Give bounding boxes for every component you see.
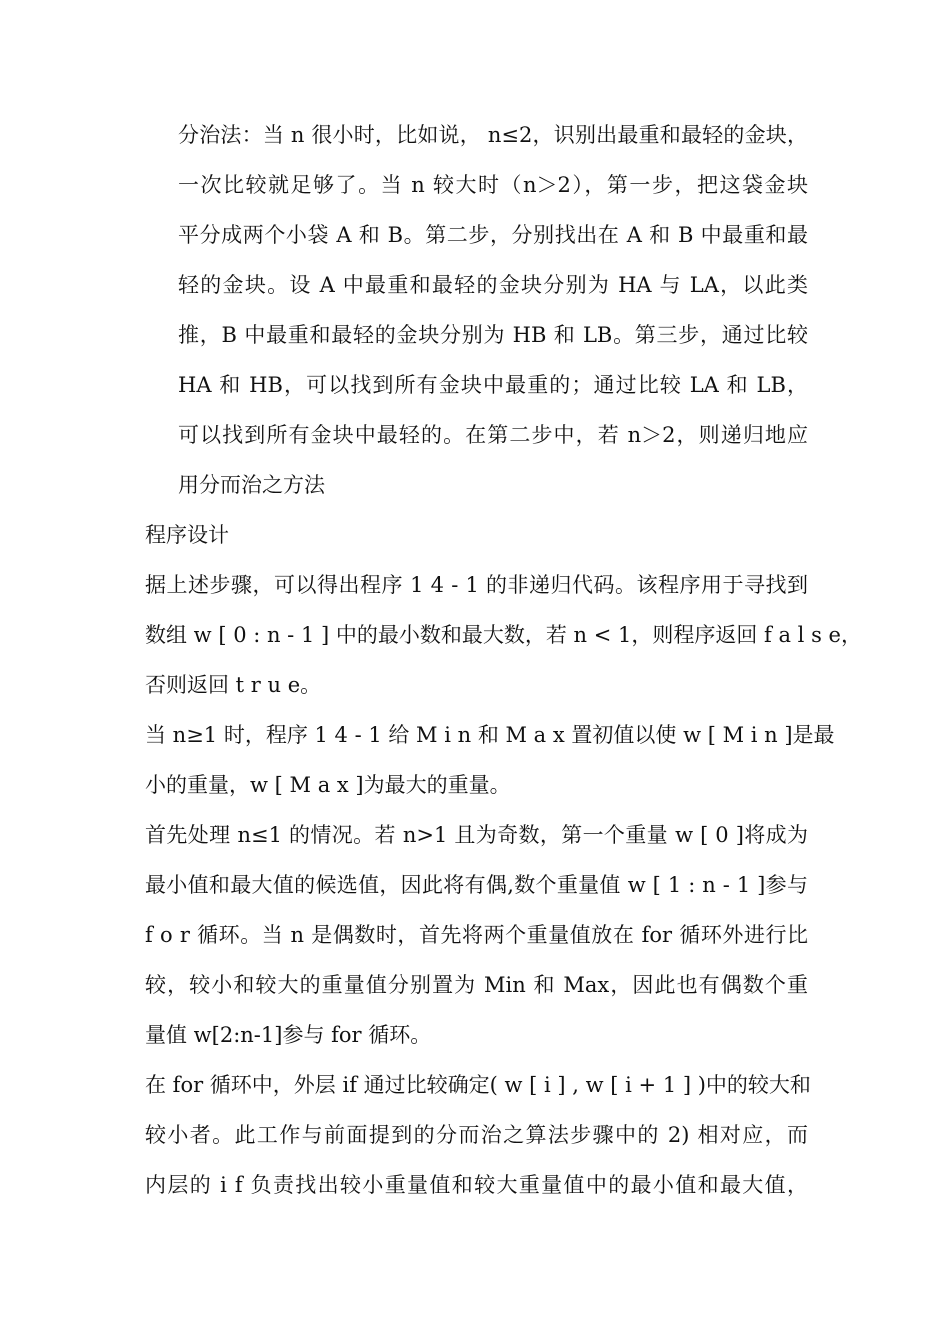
text-line: 一次比较就足够了。当 n 较大时（n＞2），第一步，把这袋金块: [178, 173, 808, 197]
text-line: 推，B 中最重和最轻的金块分别为 HB 和 LB。第三步，通过比较: [178, 323, 808, 347]
text-line: 分治法：当 n 很小时，比如说， n≤2，识别出最重和最轻的金块，: [178, 123, 808, 147]
section-heading: 程序设计: [145, 523, 229, 547]
text-line: HA 和 HB，可以找到所有金块中最重的；通过比较 LA 和 LB，: [178, 373, 808, 397]
text-line: 较小者。此工作与前面提到的分而治之算法步骤中的 2) 相对应，而: [145, 1123, 808, 1147]
text-line: 可以找到所有金块中最轻的。在第二步中，若 n＞2，则递归地应: [178, 423, 808, 447]
indented-paragraph: [178, 110, 808, 510]
text-line: 在 for 循环中，外层 if 通过比较确定( w [ i ] , w [ i + 1 ] )中的较大和: [145, 1073, 811, 1097]
paragraph-program-intro: [145, 560, 862, 710]
text-line: 内层的 i f 负责找出较小重量值和较大重量值中的最小值和最大值，: [145, 1173, 808, 1197]
text-line: 平分成两个小袋 A 和 B。第二步，分别找出在 A 和 B 中最重和最: [178, 223, 808, 247]
text-line: 据上述步骤，可以得出程序 1 4 - 1 的非递归代码。该程序用于寻找到: [145, 573, 808, 597]
text-line: 首先处理 n≤1 的情况。若 n>1 且为奇数，第一个重量 w [ 0 ]将成为: [145, 823, 808, 847]
text-line: 否则返回 t r u e。: [145, 673, 322, 697]
text-line: 小的重量，w [ M a x ]为最大的重量。: [145, 773, 511, 797]
text-line: 用分而治之方法: [178, 473, 325, 497]
text-line: 最小值和最大值的候选值，因此将有偶,数个重量值 w [ 1 : n - 1 ]参与: [145, 873, 808, 897]
text-line: 较，较小和较大的重量值分别置为 Min 和 Max，因此也有偶数个重: [145, 973, 808, 997]
text-line: 量值 w[2:n-1]参与 for 循环。: [145, 1023, 432, 1047]
text-line: 轻的金块。设 A 中最重和最轻的金块分别为 HA 与 LA，以此类: [178, 273, 808, 297]
text-line: f o r 循环。当 n 是偶数时，首先将两个重量值放在 for 循环外进行比: [145, 923, 808, 947]
paragraph-initial-values: [145, 710, 835, 810]
paragraph-odd-even: [145, 810, 808, 1060]
text-line: 数组 w [ 0 : n - 1 ] 中的最小数和最大数，若 n < 1，则程序返回 f a l s e，: [145, 623, 862, 647]
text-line: 当 n≥1 时，程序 1 4 - 1 给 M i n 和 M a x 置初值以使 w [ M i n ]是最: [145, 723, 835, 747]
paragraph-for-loop: [145, 1060, 811, 1210]
